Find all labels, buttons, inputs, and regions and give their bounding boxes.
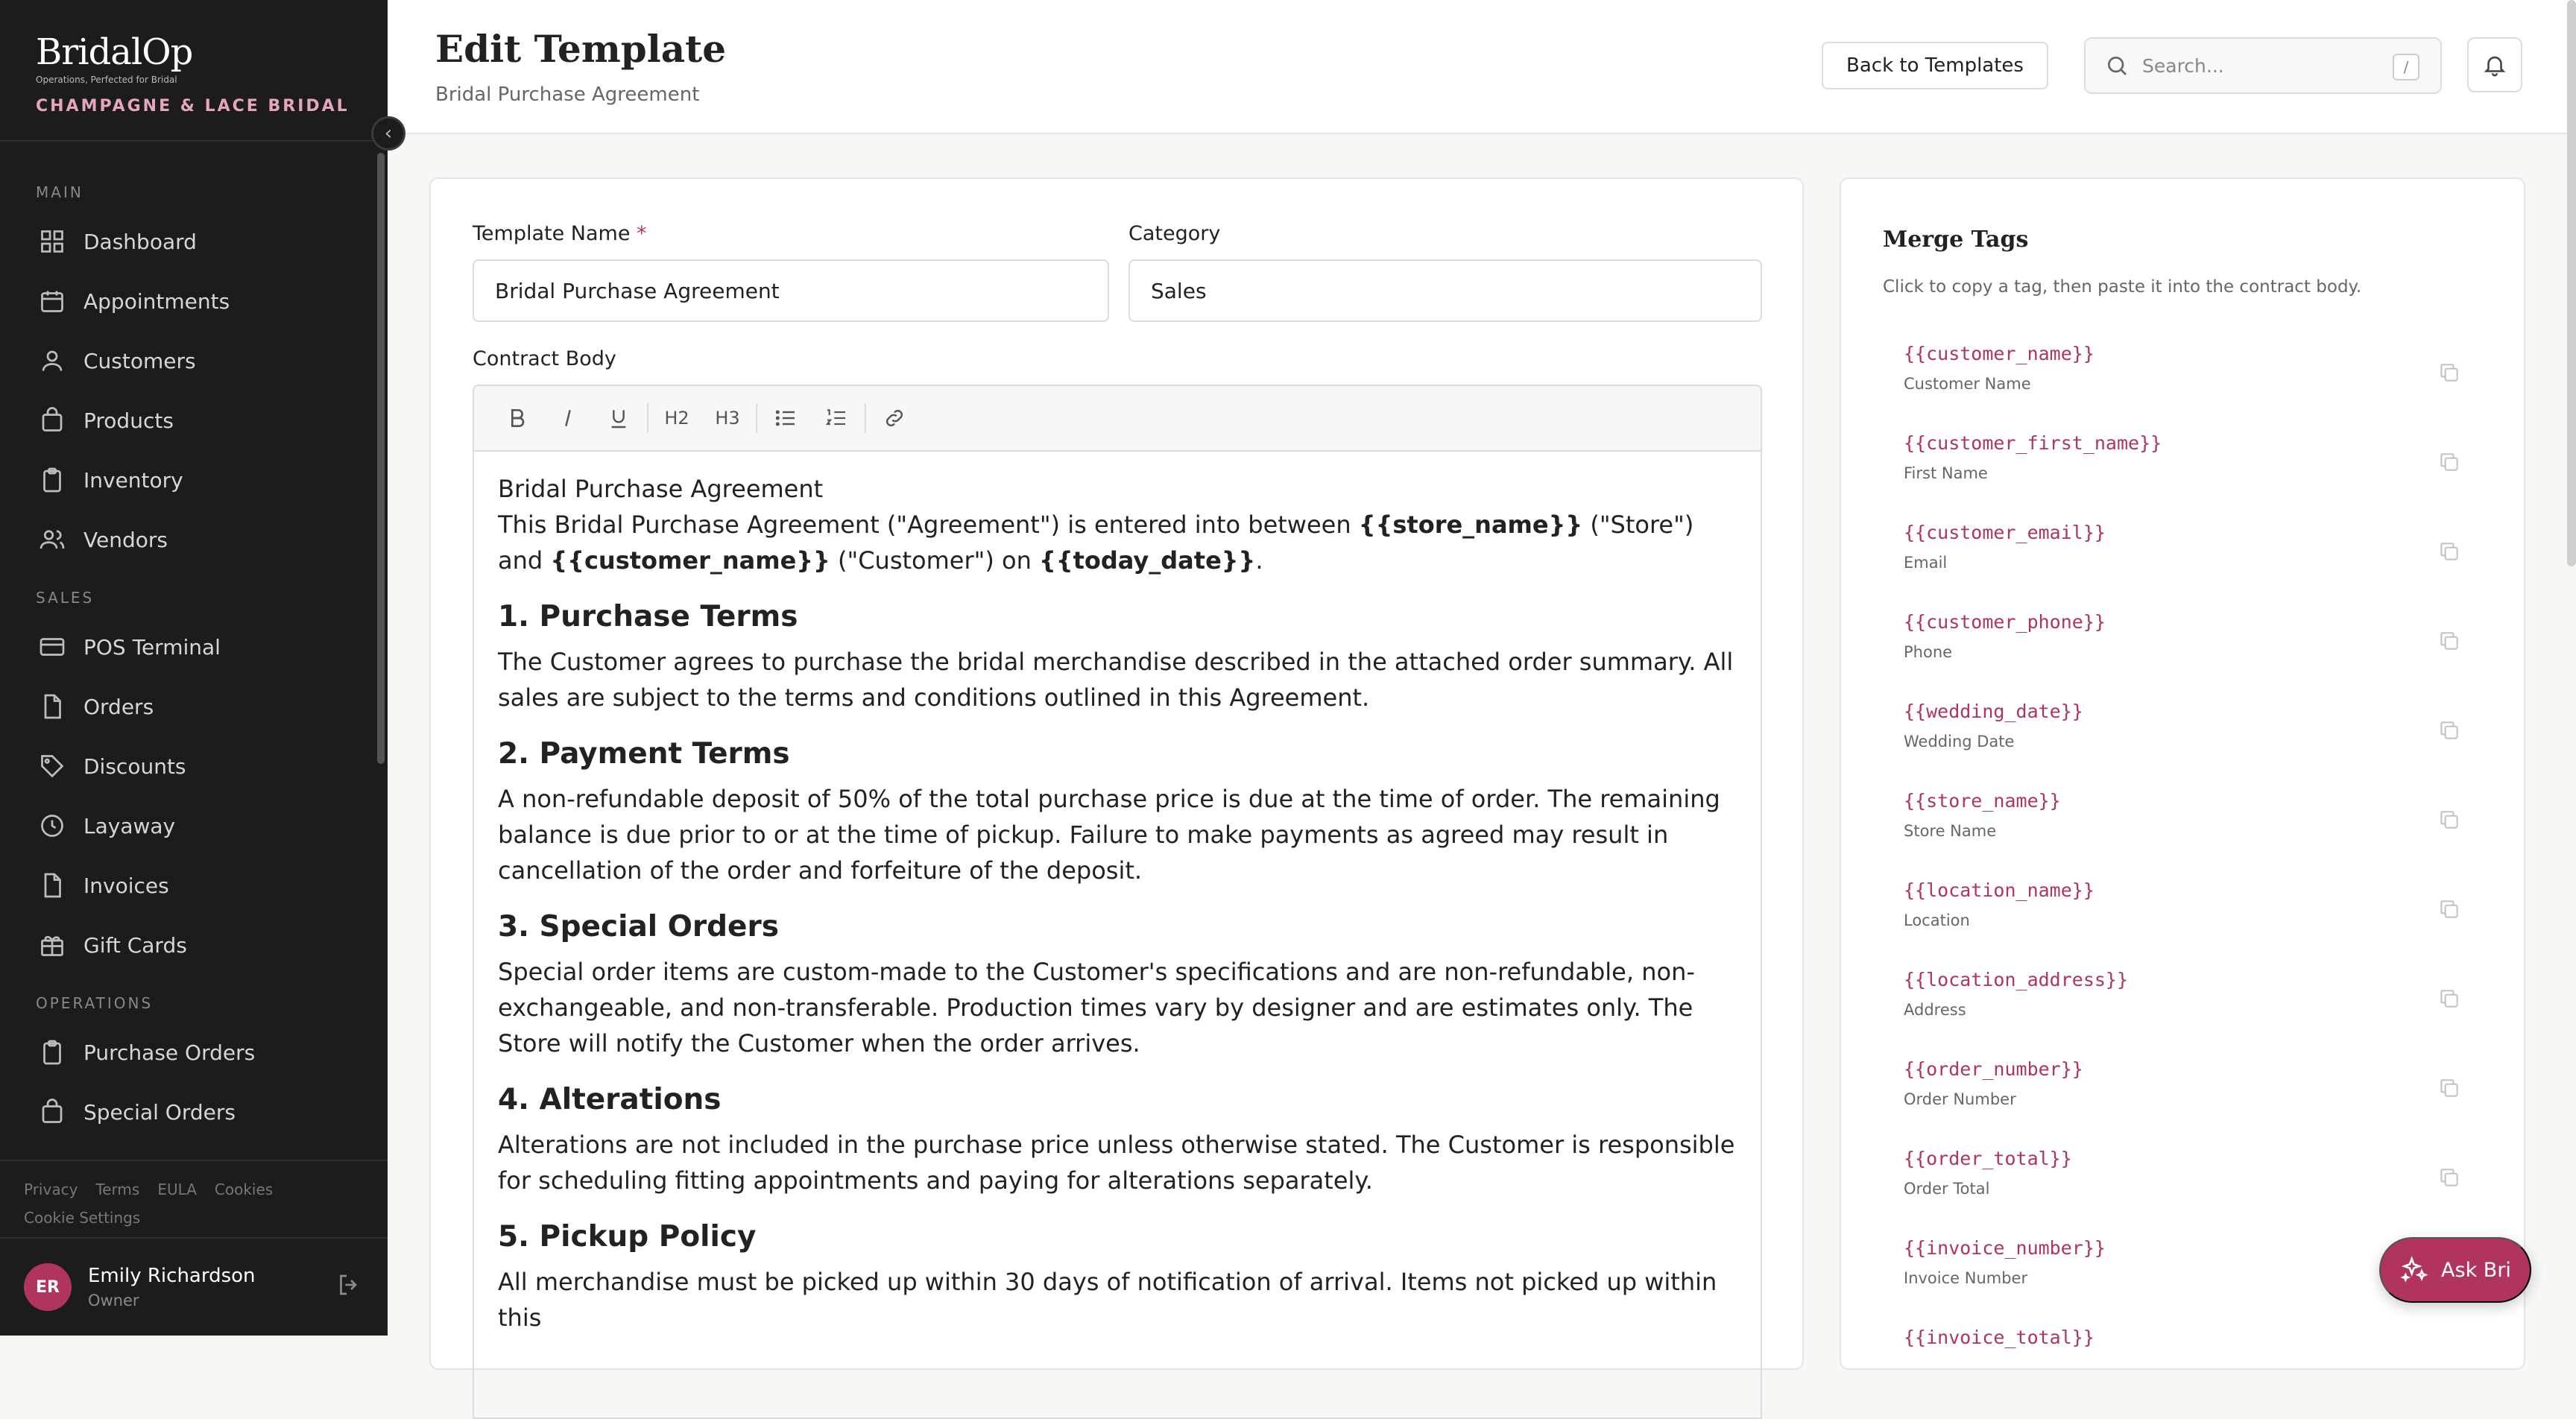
nav-section-sales: SALES bbox=[36, 589, 95, 607]
cookie-settings-link[interactable]: Cookie Settings bbox=[24, 1209, 141, 1227]
merge-tag-item[interactable] bbox=[1883, 602, 2487, 692]
underline-icon bbox=[607, 406, 631, 430]
store-name: CHAMPAGNE & LACE BRIDAL bbox=[36, 97, 350, 116]
copy-icon[interactable] bbox=[2437, 361, 2461, 385]
toolbar-separator bbox=[865, 403, 866, 433]
search-box[interactable] bbox=[2084, 37, 2442, 94]
sidebar-item-label: Invoices bbox=[83, 873, 169, 898]
ask-bri-button[interactable] bbox=[2379, 1237, 2531, 1303]
sidebar-item-layaway[interactable] bbox=[0, 796, 380, 856]
user-profile[interactable] bbox=[0, 1237, 388, 1336]
section-text: The Customer agrees to purchase the bridal merchandise described in the attached order summary. All sales are subject to the terms and conditions outlined in this Agreement. bbox=[498, 648, 1734, 712]
section-text: Special order items are custom-made to the Customer's specifications and are non-refundable, non-exchangeable, and non-transferable. Production times vary by designer and are estimates only. The Store will notify the Customer when the order arrives. bbox=[498, 958, 1695, 1058]
bag-icon bbox=[39, 1099, 66, 1125]
sidebar-item-appointments[interactable] bbox=[0, 271, 380, 331]
sidebar-item-label: Inventory bbox=[83, 467, 183, 493]
copy-icon[interactable] bbox=[2437, 1076, 2461, 1100]
category-input[interactable] bbox=[1128, 259, 1762, 322]
user-role: Owner bbox=[88, 1292, 139, 1309]
nav-section-operations: OPERATIONS bbox=[36, 994, 154, 1012]
sidebar-item-special-orders[interactable] bbox=[0, 1082, 380, 1142]
merge-tag-item[interactable] bbox=[1883, 423, 2487, 513]
sidebar-item-label: Special Orders bbox=[83, 1099, 236, 1125]
sidebar-item-label: Purchase Orders bbox=[83, 1040, 256, 1065]
italic-icon bbox=[556, 406, 580, 430]
link-icon bbox=[883, 406, 906, 430]
editor-toolbar bbox=[473, 385, 1762, 452]
section-text: All merchandise must be picked up within 30 days of notification of arrival. Items not picked up within this bbox=[498, 1268, 1717, 1332]
tag-icon bbox=[39, 753, 66, 780]
sidebar-item-label: Dashboard bbox=[83, 229, 197, 254]
notifications-button[interactable] bbox=[2467, 37, 2522, 92]
page-subtitle: Bridal Purchase Agreement bbox=[435, 83, 700, 106]
merge-tag-label: Email bbox=[1904, 554, 1948, 572]
privacy-link[interactable]: Privacy bbox=[24, 1181, 78, 1198]
section-heading: 3. Special Orders bbox=[498, 910, 779, 944]
contract-body-editor[interactable] bbox=[473, 450, 1762, 1419]
users-icon bbox=[39, 526, 66, 553]
merge-tags-description: Click to copy a tag, then paste it into the contract body. bbox=[1883, 277, 2362, 297]
brand bbox=[36, 31, 350, 116]
document-intro: This Bridal Purchase Agreement ("Agreement") is entered into between {{store_name}} ("Store") and {{customer_name}} ("Customer") on {{today_date}}. bbox=[498, 511, 1694, 575]
section-heading: 2. Payment Terms bbox=[498, 737, 790, 771]
heading-2-button[interactable]: H2 bbox=[664, 408, 689, 429]
file-icon bbox=[39, 693, 66, 720]
merge-tag-item[interactable] bbox=[1883, 692, 2487, 781]
category-label: Category bbox=[1128, 222, 1221, 245]
merge-tag-code: {{invoice_total}} bbox=[1904, 1327, 2094, 1348]
section-heading: 4. Alterations bbox=[498, 1083, 722, 1116]
toolbar-separator bbox=[647, 403, 648, 433]
gift-icon bbox=[39, 932, 66, 958]
merge-tag-today-date: {{today_date}} bbox=[1039, 546, 1256, 575]
merge-tag-code: {{customer_name}} bbox=[1904, 343, 2094, 364]
chevron-left-icon: ‹ bbox=[384, 122, 393, 145]
merge-tag-store-name: {{store_name}} bbox=[1358, 511, 1583, 539]
sidebar-item-products[interactable] bbox=[0, 391, 380, 450]
sidebar-divider bbox=[0, 140, 388, 142]
sidebar-item-label: Orders bbox=[83, 694, 154, 719]
merge-tag-item[interactable] bbox=[1883, 960, 2487, 1049]
copy-icon[interactable] bbox=[2437, 450, 2461, 474]
user-icon bbox=[39, 347, 66, 374]
collapse-sidebar-button[interactable] bbox=[371, 116, 405, 151]
sidebar-item-label: POS Terminal bbox=[83, 634, 221, 660]
merge-tag-code: {{invoice_number}} bbox=[1904, 1237, 2106, 1259]
sidebar-item-label: Products bbox=[83, 408, 174, 433]
merge-tag-label: Phone bbox=[1904, 643, 1953, 661]
merge-tag-code: {{wedding_date}} bbox=[1904, 701, 2083, 722]
sidebar-item-invoices[interactable] bbox=[0, 856, 380, 915]
sidebar-item-dashboard[interactable] bbox=[0, 212, 380, 271]
page-title: Edit Template bbox=[435, 27, 727, 71]
merge-tag-code: {{customer_email}} bbox=[1904, 522, 2106, 543]
calendar-icon bbox=[39, 288, 66, 315]
merge-tag-item[interactable] bbox=[1883, 1139, 2487, 1228]
merge-tag-label: Wedding Date bbox=[1904, 733, 2015, 750]
search-input[interactable] bbox=[2142, 55, 2396, 77]
clipboard-icon bbox=[39, 1039, 66, 1066]
search-icon bbox=[2105, 54, 2129, 78]
document-title: Bridal Purchase Agreement bbox=[498, 475, 824, 503]
nav-section-main: MAIN bbox=[36, 183, 83, 201]
logout-button[interactable] bbox=[335, 1271, 362, 1301]
merge-tags-title: Merge Tags bbox=[1883, 227, 2029, 253]
numbered-list-icon bbox=[824, 406, 848, 430]
bell-icon bbox=[2482, 52, 2507, 78]
page-header bbox=[388, 0, 2576, 134]
insert-link-button[interactable] bbox=[869, 396, 920, 440]
bullet-list-button[interactable] bbox=[760, 396, 811, 440]
section-text: Alterations are not included in the purchase price unless otherwise stated. The Customer is responsible for scheduling fitting appointments and paying for alterations separately. bbox=[498, 1131, 1735, 1195]
clock-icon bbox=[39, 812, 66, 839]
merge-tag-customer-name: {{customer_name}} bbox=[550, 546, 830, 575]
avatar: ER bbox=[24, 1263, 72, 1311]
sidebar-item-label: Gift Cards bbox=[83, 932, 187, 958]
merge-tag-item[interactable] bbox=[1883, 870, 2487, 960]
merge-tag-code: {{customer_first_name}} bbox=[1904, 432, 2162, 454]
merge-tag-code: {{order_number}} bbox=[1904, 1058, 2083, 1080]
merge-tags-panel bbox=[1840, 177, 2525, 1370]
bold-button[interactable] bbox=[492, 396, 543, 440]
copy-icon[interactable] bbox=[2437, 808, 2461, 832]
sidebar-item-purchase-orders[interactable] bbox=[0, 1023, 380, 1082]
merge-tag-code: {{order_total}} bbox=[1904, 1148, 2072, 1169]
section-text: A non-refundable deposit of 50% of the total purchase price is due at the time of order. The remaining balance is due prior to or at the time of pickup. Failure to make payments as agreed may result in cancellation of the order and forfeiture of the deposit. bbox=[498, 785, 1720, 885]
brand-tagline: Operations, Perfected for Bridal bbox=[36, 75, 177, 85]
sidebar-item-customers[interactable] bbox=[0, 331, 380, 391]
copy-icon[interactable] bbox=[2437, 987, 2461, 1011]
merge-tag-label: First Name bbox=[1904, 464, 1988, 482]
section-heading: 1. Purchase Terms bbox=[498, 600, 798, 633]
eula-link[interactable]: EULA bbox=[157, 1181, 197, 1198]
sidebar-item-label: Layaway bbox=[83, 813, 176, 838]
copy-icon[interactable] bbox=[2437, 540, 2461, 563]
section-heading: 5. Pickup Policy bbox=[498, 1220, 757, 1254]
terms-link[interactable]: Terms bbox=[95, 1181, 140, 1198]
merge-tag-item[interactable] bbox=[1883, 513, 2487, 602]
sidebar-item-discounts[interactable] bbox=[0, 736, 380, 796]
copy-icon[interactable] bbox=[2437, 718, 2461, 742]
sidebar-nav bbox=[0, 179, 380, 1163]
italic-button[interactable] bbox=[543, 396, 593, 440]
merge-tag-label: Order Total bbox=[1904, 1180, 1990, 1198]
copy-icon[interactable] bbox=[2437, 629, 2461, 653]
numbered-list-button[interactable] bbox=[811, 396, 862, 440]
merge-tag-item[interactable] bbox=[1883, 781, 2487, 870]
brand-logo[interactable]: BridalOp bbox=[36, 31, 193, 73]
underline-button[interactable] bbox=[593, 396, 644, 440]
contract-body-label: Contract Body bbox=[473, 347, 616, 370]
bullet-list-icon bbox=[774, 406, 798, 430]
template-name-input[interactable] bbox=[473, 259, 1109, 322]
sidebar-item-vendors[interactable] bbox=[0, 510, 380, 569]
sidebar-item-gift-cards[interactable] bbox=[0, 915, 380, 975]
sidebar-item-label: Vendors bbox=[83, 527, 168, 552]
merge-tag-code: {{location_address}} bbox=[1904, 969, 2129, 990]
sidebar-item-label: Appointments bbox=[83, 288, 230, 314]
user-info bbox=[88, 1265, 256, 1309]
search-shortcut-hint: / bbox=[2393, 54, 2419, 80]
merge-tag-code: {{customer_phone}} bbox=[1904, 611, 2106, 633]
template-editor-card bbox=[429, 177, 1804, 1370]
merge-tag-item[interactable] bbox=[1883, 1318, 2487, 1407]
logout-icon bbox=[335, 1271, 362, 1298]
sidebar-item-pos-terminal[interactable] bbox=[0, 617, 380, 677]
sidebar-item-inventory[interactable] bbox=[0, 450, 380, 510]
merge-tag-item[interactable] bbox=[1883, 1049, 2487, 1139]
ask-bri-label: Ask Bri bbox=[2441, 1258, 2511, 1282]
sidebar-item-label: Customers bbox=[83, 348, 196, 373]
merge-tag-label: Invoice Number bbox=[1904, 1269, 2028, 1287]
sparkles-icon bbox=[2399, 1255, 2429, 1285]
page-scrollbar[interactable] bbox=[2567, 0, 2576, 566]
merge-tag-code: {{location_name}} bbox=[1904, 879, 2094, 901]
clipboard-icon bbox=[39, 467, 66, 493]
merge-tag-label: Store Name bbox=[1904, 822, 1997, 840]
toolbar-separator bbox=[756, 403, 757, 433]
cookies-link[interactable]: Cookies bbox=[214, 1181, 274, 1198]
back-to-templates-button[interactable]: Back to Templates bbox=[1822, 42, 2048, 89]
heading-3-button[interactable]: H3 bbox=[715, 408, 740, 429]
copy-icon[interactable] bbox=[2437, 1166, 2461, 1189]
merge-tag-label: Customer Name bbox=[1904, 375, 2031, 393]
merge-tag-code: {{store_name}} bbox=[1904, 790, 2061, 812]
required-marker: * bbox=[637, 222, 647, 245]
copy-icon[interactable] bbox=[2437, 897, 2461, 921]
file-icon bbox=[39, 872, 66, 899]
legal-links bbox=[0, 1160, 388, 1237]
bag-icon bbox=[39, 407, 66, 434]
grid-icon bbox=[39, 228, 66, 255]
sidebar-item-label: Discounts bbox=[83, 753, 186, 779]
sidebar-item-orders[interactable] bbox=[0, 677, 380, 736]
user-name: Emily Richardson bbox=[88, 1265, 256, 1287]
bold-icon bbox=[505, 406, 529, 430]
merge-tag-item[interactable] bbox=[1883, 334, 2487, 423]
sidebar bbox=[0, 0, 388, 1336]
merge-tag-label: Location bbox=[1904, 911, 1970, 929]
template-name-label: Template Name * bbox=[473, 222, 647, 245]
sidebar-scrollbar[interactable] bbox=[377, 153, 385, 764]
merge-tag-label: Address bbox=[1904, 1001, 1966, 1019]
merge-tag-label: Order Number bbox=[1904, 1090, 2016, 1108]
card-icon bbox=[39, 633, 66, 660]
